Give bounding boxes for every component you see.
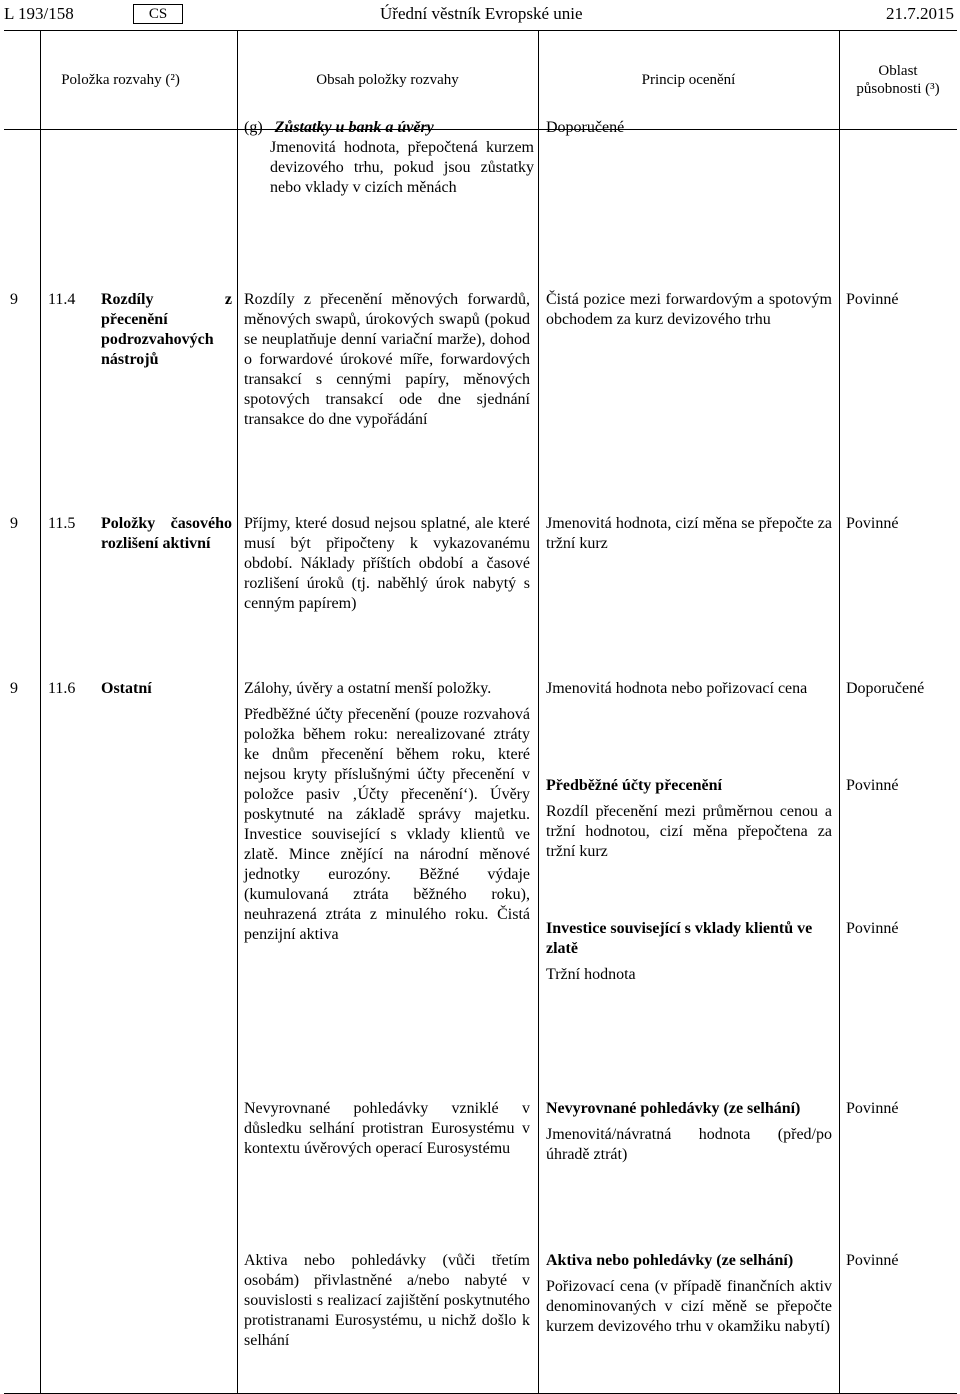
row-116-content-p1: Zálohy, úvěry a ostatní menší položky. <box>244 680 492 697</box>
row-116-num2: 11.6 <box>48 680 76 697</box>
column-header-scope-line1: Oblast <box>878 62 918 79</box>
column-header-content <box>237 31 538 128</box>
row-115-num1: 9 <box>10 515 18 532</box>
page-reference: L 193/158 <box>4 4 74 23</box>
row-114-num1: 9 <box>10 291 18 308</box>
row-116-principle-c-title: Investice související s vklady klientů ve zlatě <box>546 920 813 957</box>
column-header-scope-line2: působnosti (³) <box>856 80 940 97</box>
row-114-content: Rozdíly z přecenění měnových forwardů, měnových swapů, úrokových swapů (pokud se neuplatňuje denní variační marže), dohod o forwardové úrokové míře, forwardových transakcí s cennými papíry, měnových spotových transakcí ode dne sjednání transakce do dne vypořádání <box>244 291 530 428</box>
row-g-scope: Doporučené <box>546 119 625 136</box>
column-header-principle <box>538 31 839 128</box>
row-116-principle-d-title: Nevyrovnané pohledávky (ze selhání) <box>546 1100 801 1117</box>
row-116-principle-c <box>546 919 832 985</box>
balance-sheet-table <box>4 30 957 1394</box>
col-divider <box>40 31 41 1393</box>
row-116-principle-d-text: Jmenovitá/návratná hodnota (před/po úhradě ztrát) <box>546 1126 832 1163</box>
row-116-scope-d: Povinné <box>846 1100 899 1117</box>
row-116-content-p2: Předběžné účty přecenění (pouze rozvahová položka během roku: nerealizované ztráty ke dnům přecenění během roku, které nejsou kryty příslušnými účty přecenění v položce pasiv ‚Účty přecenění‘). Úvěry poskytnuté na základě správy majetku. Investice související s vklady klientů ve zlatě. Mince znějící na národní měnové jednotky eurozóny. Běžné výdaje (kumulovaná ztráta běžného roku), neuhrazená ztráta z minulého roku. Čistá penzijní aktiva <box>244 706 530 943</box>
column-header-scope <box>839 31 957 128</box>
row-115-scope: Povinné <box>846 515 899 532</box>
column-header-content-label: Obsah položky rozvahy <box>316 71 459 88</box>
publication-date: 21.7.2015 <box>886 4 954 23</box>
row-114-item: Rozdíly z přecenění podrozvahových nástrojů <box>101 291 232 368</box>
row-116-principle-a: Jmenovitá hodnota nebo pořizovací cena <box>546 680 808 697</box>
row-116-content-e: Aktiva nebo pohledávky (vůči třetím osobám) přivlastněné a/nebo nabyté v souvislosti s realizací zajištění poskytnutého protistranami Eurosystému, u nichž došlo k selhání <box>244 1252 530 1349</box>
row-g-description: Jmenovitá hodnota, přepočtená kurzem devizového trhu, pokud jsou zůstatky nebo vklady v cizích měnách <box>270 139 534 196</box>
running-header <box>0 0 960 30</box>
row-116-scope-c: Povinné <box>846 920 899 937</box>
row-116-principle-e-text: Pořizovací cena (v případě finančních aktiv denominovaných v cizí měně se přepočte kurzem devizového trhu v okamžiku nabytí) <box>546 1278 832 1335</box>
row-116-principle-b <box>546 776 832 862</box>
row-115-content: Příjmy, které dosud nejsou splatné, ale které musí být připočteny k vykazovanému období. Náklady příštích období a časové rozlišení úroků (tj. naběhlý úrok nabytý s cenným papírem) <box>244 515 530 612</box>
row-115-num2: 11.5 <box>48 515 76 532</box>
row-116-principle-e <box>546 1251 832 1337</box>
row-115-principle: Jmenovitá hodnota, cizí měna se přepočte za tržní kurz <box>546 515 832 552</box>
row-114-principle: Čistá pozice mezi forwardovým a spotovým obchodem za kurz devizového trhu <box>546 291 832 328</box>
row-116-item: Ostatní <box>101 680 152 697</box>
row-114-num2: 11.4 <box>48 291 76 308</box>
journal-title: Úřední věstník Evropské unie <box>380 4 583 23</box>
row-116-content-d: Nevyrovnané pohledávky vzniklé v důsledku selhání protistran Eurosystému v kontextu úvěrových operací Eurosystému <box>244 1100 530 1157</box>
row-g-label: (g) <box>244 119 263 136</box>
row-116-principle-b-title: Předběžné účty přecenění <box>546 777 722 794</box>
row-116-principle-b-text: Rozdíl přecenění mezi průměrnou cenou a tržní hodnotou, cizí měna přepočtena za tržní kurz <box>546 803 832 860</box>
col-divider <box>839 31 840 1393</box>
row-116-principle-c-text: Tržní hodnota <box>546 966 636 983</box>
row-116-scope-a: Doporučené <box>846 680 925 697</box>
language-badge: CS <box>133 4 183 24</box>
column-header-item-label: Položka rozvahy (²) <box>61 71 180 88</box>
row-114-scope: Povinné <box>846 291 899 308</box>
row-g-title: Zůstatky u bank a úvěry <box>274 119 434 136</box>
row-116-scope-b: Povinné <box>846 777 899 794</box>
row-116-principle-e-title: Aktiva nebo pohledávky (ze selhání) <box>546 1252 794 1269</box>
column-header-item <box>4 31 237 128</box>
row-g-content <box>244 118 534 198</box>
row-116-content <box>244 679 530 945</box>
col-divider <box>237 31 238 1393</box>
col-divider <box>538 31 539 1393</box>
row-116-num1: 9 <box>10 680 18 697</box>
column-header-principle-label: Princip ocenění <box>641 71 736 88</box>
row-115-item: Položky časového rozlišení aktivní <box>101 515 232 552</box>
row-116-principle-d <box>546 1099 832 1165</box>
row-116-scope-e: Povinné <box>846 1252 899 1269</box>
